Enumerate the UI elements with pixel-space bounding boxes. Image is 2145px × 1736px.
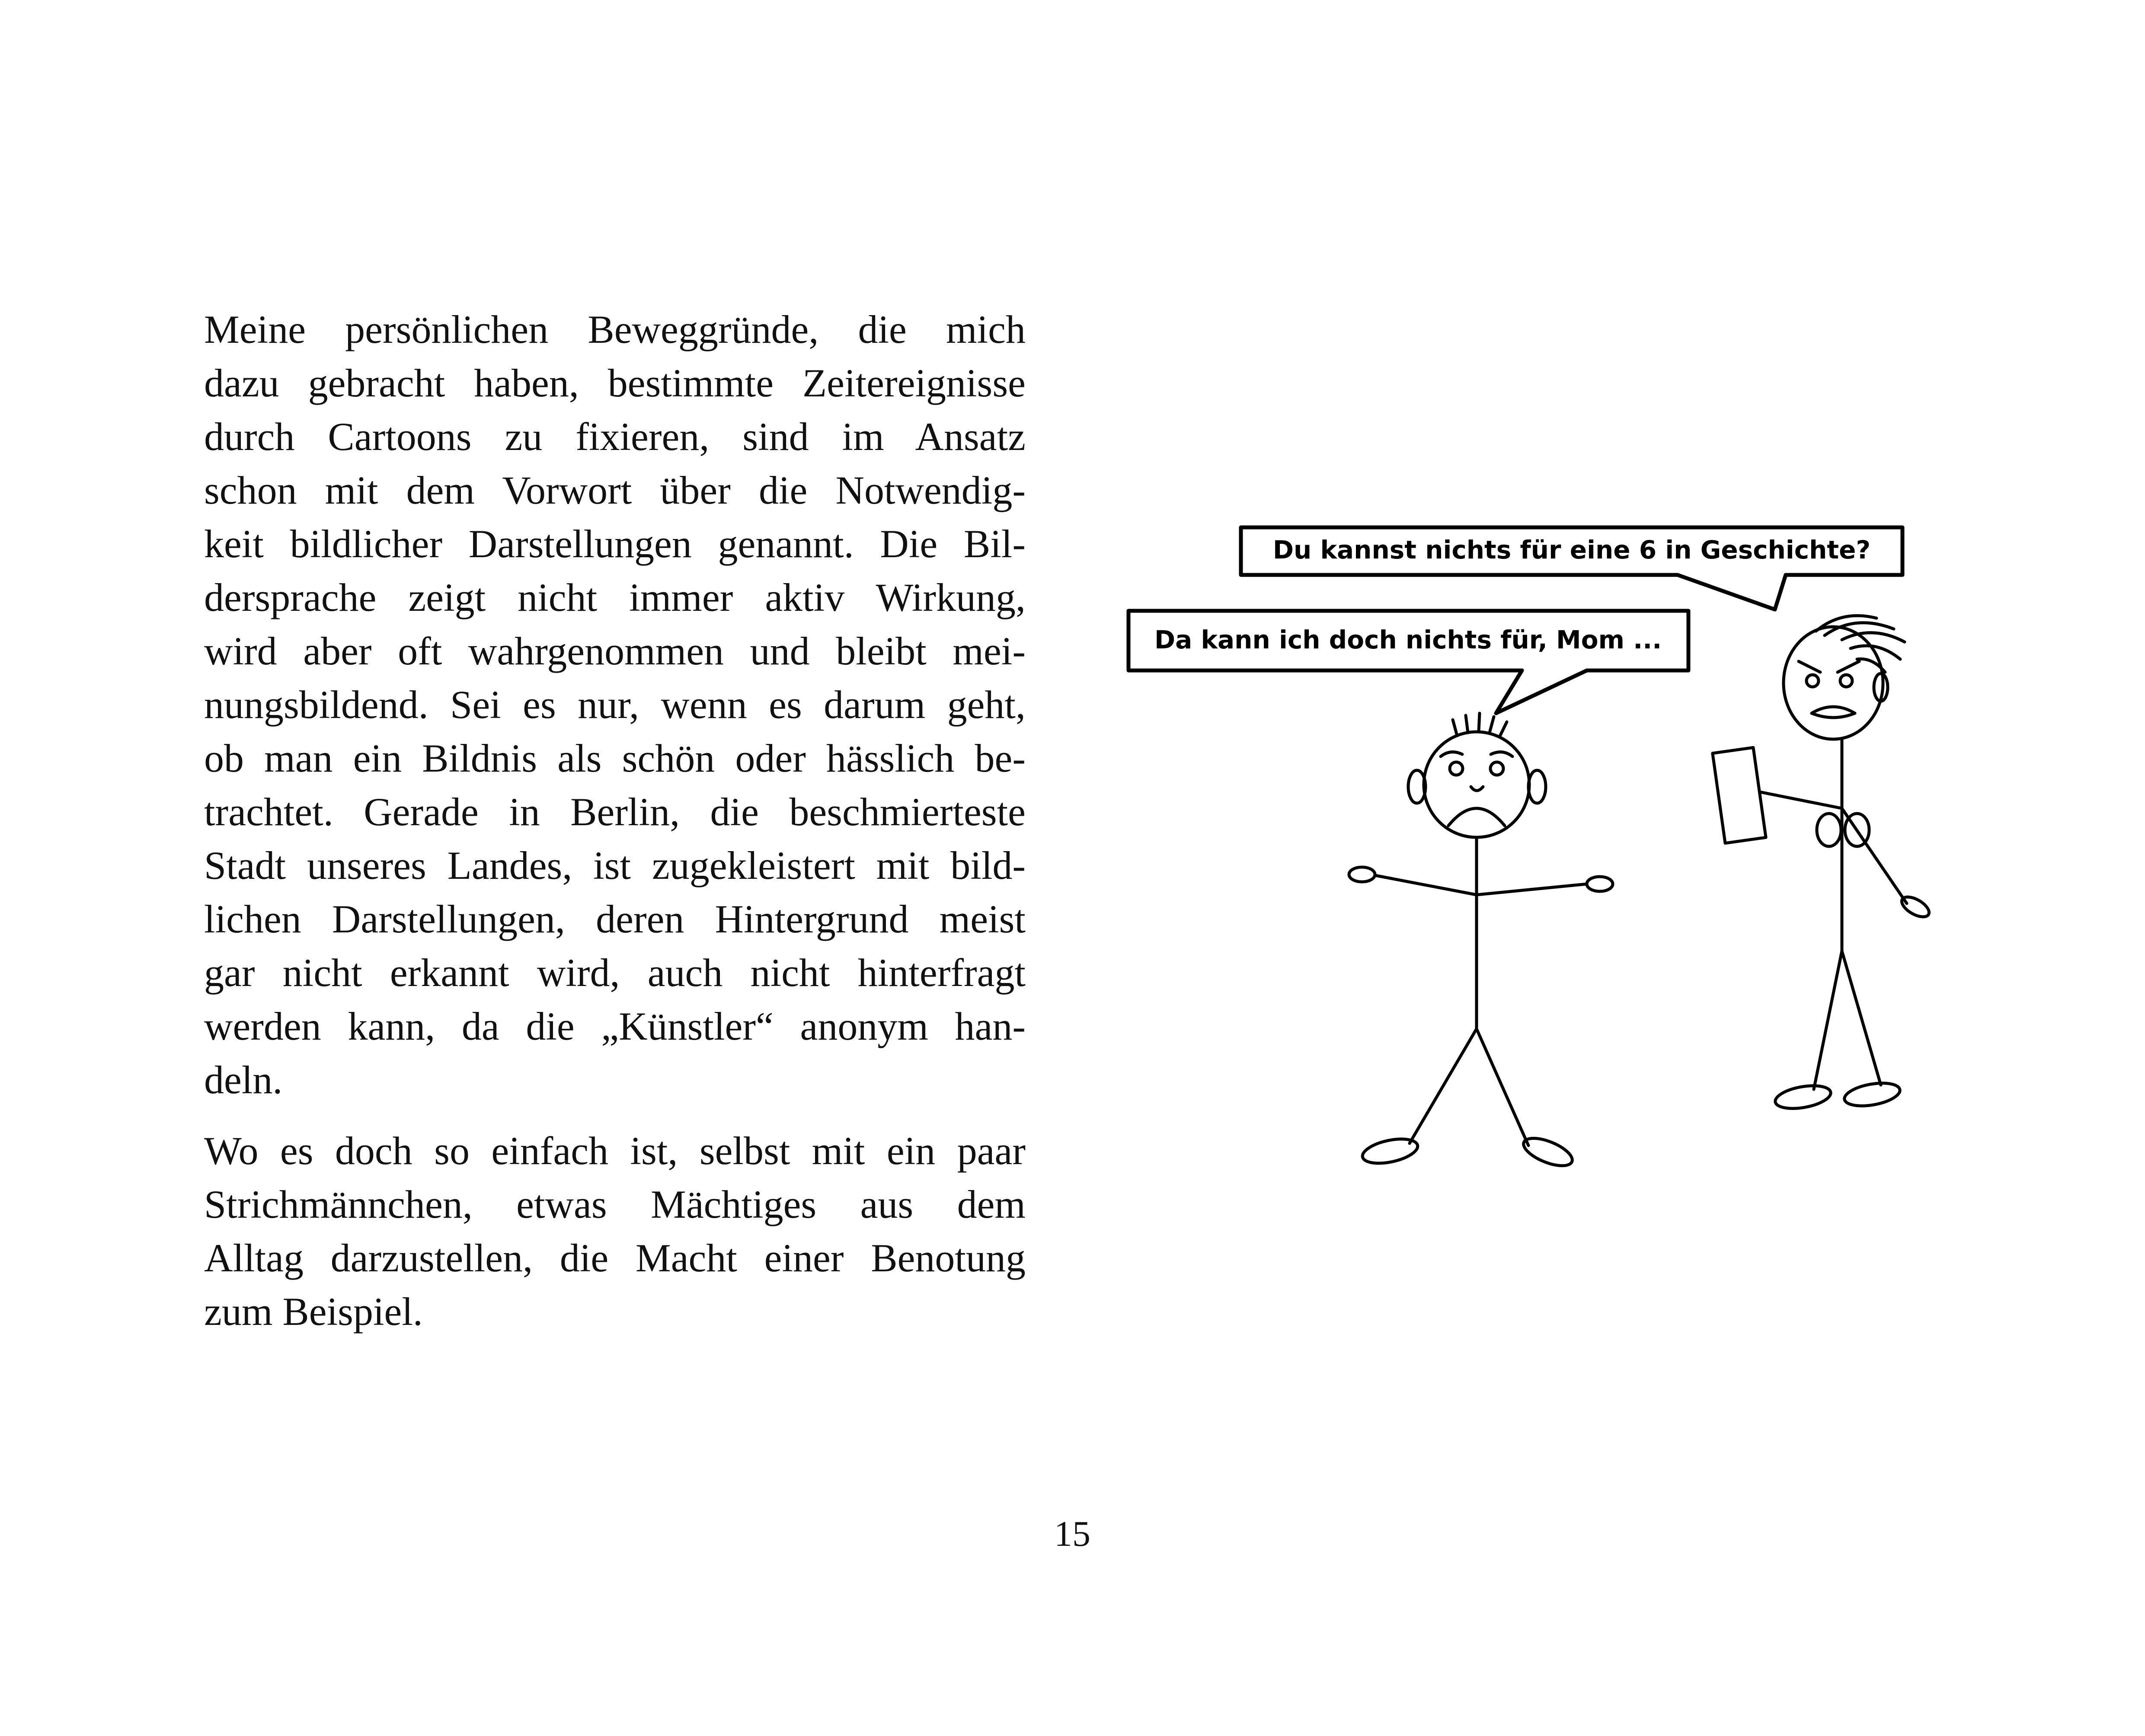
- paragraph-1: [204, 303, 1026, 1107]
- page-number: 15: [1054, 1514, 1090, 1554]
- text-line: schon mit dem Vorwort über die Notwendig-: [204, 468, 1026, 512]
- report-card-icon: [1713, 747, 1766, 843]
- parent-stick-figure: [1713, 616, 1932, 1112]
- text-line: deln.: [204, 1058, 283, 1102]
- text-line: werden kann, da die „Künstler“ anonym han-: [204, 1004, 1026, 1048]
- text-line: ob man ein Bildnis als schön oder hässlich be-: [204, 736, 1026, 780]
- child-speech-text: Da kann ich doch nichts für, Mom ...: [1154, 625, 1662, 654]
- text-line: Strichmännchen, etwas Mächtiges aus dem: [204, 1182, 1026, 1226]
- text-line: Meine persönlichen Beweggründe, die mich: [204, 307, 1026, 351]
- text-line: Stadt unseres Landes, ist zugekleistert mit bild-: [204, 843, 1026, 887]
- speech-bubble-parent: [1241, 527, 1902, 610]
- speech-bubble-child: [1128, 611, 1688, 713]
- text-line: zum Beispiel.: [204, 1289, 423, 1334]
- parent-speech-text: Du kannst nichts für eine 6 in Geschichte?: [1272, 535, 1871, 565]
- text-line: dazu gebracht haben, bestimmte Zeitereignisse: [204, 361, 1026, 405]
- text-line: nungsbildend. Sei es nur, wenn es darum geht,: [204, 683, 1026, 727]
- stick-figure-cartoon: [1107, 510, 1972, 1210]
- text-line: keit bildlicher Darstellungen genannt. Die Bil-: [204, 522, 1026, 566]
- text-line: lichen Darstellungen, deren Hintergrund meist: [204, 897, 1026, 941]
- text-line: durch Cartoons zu fixieren, sind im Ansatz: [204, 415, 1026, 459]
- text-line: Wo es doch so einfach ist, selbst mit ein paar: [204, 1129, 1026, 1173]
- text-line: dersprache zeigt nicht immer aktiv Wirkung,: [204, 575, 1026, 619]
- text-line: wird aber oft wahrgenommen und bleibt mei-: [204, 629, 1026, 673]
- body-text: [204, 303, 1026, 1338]
- text-line: gar nicht erkannt wird, auch nicht hinterfragt: [204, 951, 1026, 995]
- child-stick-figure: [1349, 713, 1613, 1171]
- text-line: Alltag darzustellen, die Macht einer Benotung: [204, 1236, 1026, 1280]
- paragraph-2: [204, 1124, 1026, 1338]
- text-line: trachtet. Gerade in Berlin, die beschmierteste: [204, 790, 1026, 834]
